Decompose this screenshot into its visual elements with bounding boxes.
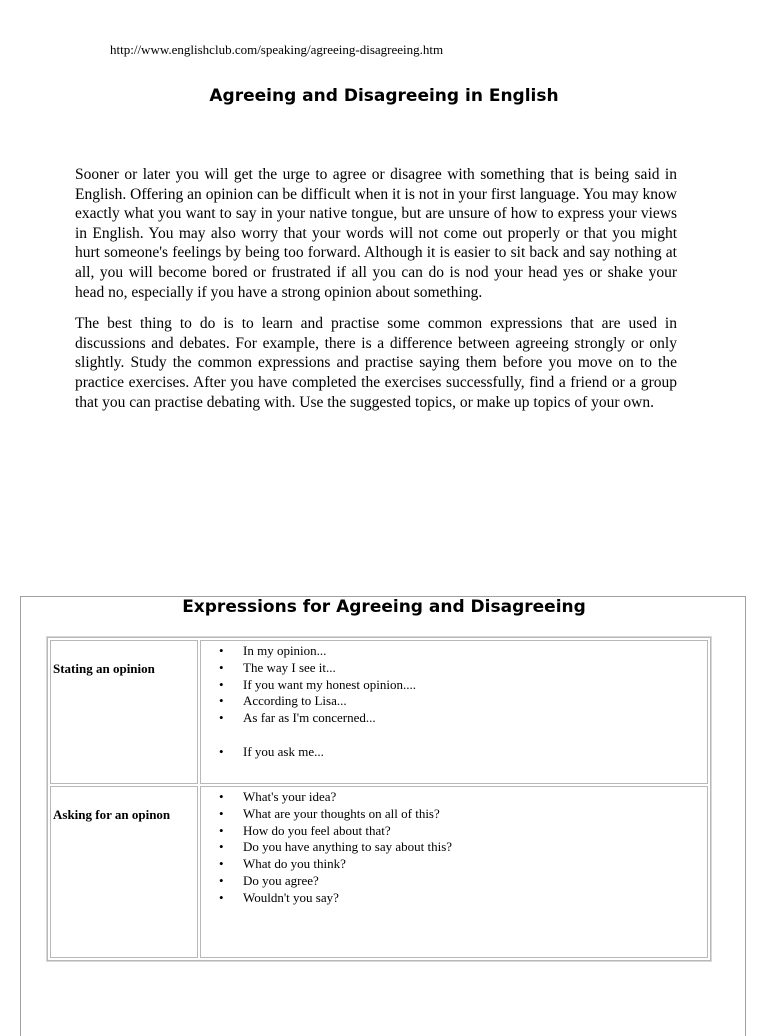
list-item: • Do you agree?	[243, 873, 707, 890]
expressions-list	[201, 643, 707, 761]
source-url: http://www.englishclub.com/speaking/agreeing-disagreeing.htm	[110, 42, 444, 57]
list-item: • Wouldn't you say?	[243, 890, 707, 907]
list-item: • If you ask me...	[243, 744, 707, 761]
expressions-table	[47, 637, 711, 961]
list-item: • As far as I'm concerned...	[243, 710, 707, 727]
expressions-list	[201, 789, 707, 907]
row-label: Asking for an opinon	[50, 786, 198, 958]
intro-text	[75, 165, 677, 424]
list-item: • What are your thoughts on all of this?	[243, 806, 707, 823]
table-row	[50, 786, 708, 958]
row-label: Stating an opinion	[50, 640, 198, 784]
list-item: • According to Lisa...	[243, 693, 707, 710]
expressions-list-cell	[200, 640, 708, 784]
table-row	[50, 640, 708, 784]
list-item: • The way I see it...	[243, 660, 707, 677]
list-item: • In my opinion...	[243, 643, 707, 660]
list-item: • How do you feel about that?	[243, 823, 707, 840]
paragraph: The best thing to do is to learn and practise some common expressions that are used in discussions and debates. For example, there is a difference between agreeing strongly or only slightly. Study the common expressions and practise saying them before you move on to the practice exercises. After you have completed the exercises successfully, find a friend or a group that you can practise debating with. Use the suggested topics, or make up topics of your own.	[75, 315, 677, 411]
expressions-section	[20, 596, 746, 1036]
list-item: • If you want my honest opinion....	[243, 677, 707, 694]
paragraph: Sooner or later you will get the urge to agree or disagree with something that is being said in English. Offering an opinion can be difficult when it is not in your first language. You may know exactly what you want to say in your native tongue, but are unsure of how to express your views in English. You may also worry that your words will not come out properly or that you might hurt someone's feelings by being too forward. Although it is easier to sit back and say nothing at all, you will become bored or frustrated if all you can do is nod your head yes or shake your head no, especially if you have a strong opinion about something.	[75, 166, 677, 301]
list-item: • What's your idea?	[243, 789, 707, 806]
expressions-list-cell	[200, 786, 708, 958]
list-item: • Do you have anything to say about this?	[243, 839, 707, 856]
list-item: • What do you think?	[243, 856, 707, 873]
page-title: Agreeing and Disagreeing in English	[209, 86, 559, 106]
expressions-title: Expressions for Agreeing and Disagreeing	[182, 597, 586, 617]
